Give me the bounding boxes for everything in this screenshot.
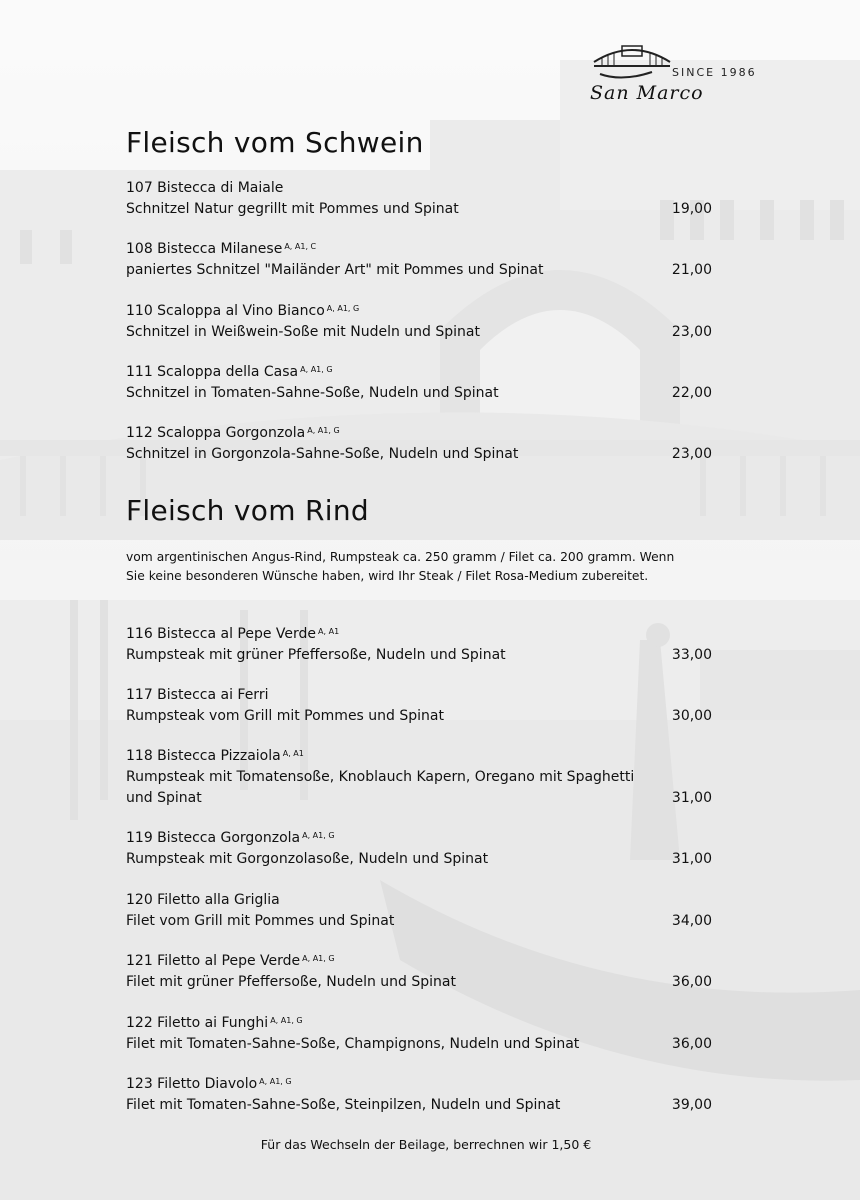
menu-item-title <box>126 301 716 322</box>
allergen-codes: A, A1, G <box>326 304 360 313</box>
restaurant-name: San Marco <box>590 82 704 104</box>
menu-item <box>126 746 716 809</box>
menu-item <box>126 828 716 870</box>
menu-item-price: 22,00 <box>671 385 712 401</box>
menu-item-title <box>126 1013 716 1034</box>
allergen-codes: A, A1 <box>318 627 340 636</box>
menu-item <box>126 362 716 404</box>
menu-item-title <box>126 951 716 972</box>
menu-item-price: 19,00 <box>671 201 712 217</box>
menu-item-price: 36,00 <box>671 1036 712 1052</box>
menu-item-description: Schnitzel Natur gegrillt mit Pommes und Spinat <box>126 201 459 217</box>
menu-item-description: Filet mit Tomaten-Sahne-Soße, Steinpilzen, Nudeln und Spinat <box>126 1097 561 1113</box>
allergen-codes: A, A1, C <box>284 242 317 251</box>
menu-item-title <box>126 624 716 645</box>
menu-item-name: 107 Bistecca di Maiale <box>126 180 284 196</box>
menu-item-title <box>126 239 716 260</box>
beef-intro-text: vom argentinischen Angus-Rind, Rumpsteak ca. 250 gramm / Filet ca. 200 gramm. Wenn Sie keine besonderen Wünsche haben, wird Ihr Steak / Filet Rosa-Medium zubereitet. <box>126 550 675 583</box>
menu-item-title <box>126 685 716 706</box>
menu-item-description: Rumpsteak mit Gorgonzolasoße, Nudeln und Spinat <box>126 851 489 867</box>
menu-item-price: 31,00 <box>671 851 712 867</box>
since-text: SINCE 1986 <box>672 66 757 79</box>
allergen-codes: A, A1, G <box>300 365 333 374</box>
menu-item-description: Schnitzel in Tomaten-Sahne-Soße, Nudeln und Spinat <box>126 385 499 401</box>
allergen-codes: A, A1, G <box>259 1077 292 1086</box>
menu-item-price: 23,00 <box>671 324 712 340</box>
menu-item-price: 36,00 <box>671 974 712 990</box>
menu-item-name: 122 Filetto ai Funghi <box>126 1015 269 1031</box>
menu-item-title <box>126 828 716 849</box>
menu-item-price: 34,00 <box>671 913 712 929</box>
menu-item-name: 112 Scaloppa Gorgonzola <box>126 425 306 441</box>
menu-item-name: 111 Scaloppa della Casa <box>126 364 299 380</box>
menu-item-description: Rumpsteak vom Grill mit Pommes und Spinat <box>126 708 444 724</box>
menu-item-name: 117 Bistecca ai Ferri <box>126 687 269 703</box>
allergen-codes: A, A1, G <box>302 954 335 963</box>
allergen-codes: A, A1, G <box>307 426 340 435</box>
side-dish-note <box>0 1137 860 1152</box>
menu-item-description: paniertes Schnitzel "Mailänder Art" mit Pommes und Spinat <box>126 262 544 278</box>
menu-item-description: Rumpsteak mit grüner Pfeffersoße, Nudeln und Spinat <box>126 647 506 663</box>
allergen-codes: A, A1, G <box>270 1016 303 1025</box>
menu-item-description: Rumpsteak mit Tomatensoße, Knoblauch Kapern, Oregano mit Spaghetti und Spinat <box>126 769 635 806</box>
menu-item-name: 119 Bistecca Gorgonzola <box>126 830 301 846</box>
menu-item-description: Schnitzel in Weißwein-Soße mit Nudeln und Spinat <box>126 324 480 340</box>
menu-item-price: 31,00 <box>671 790 712 806</box>
menu-item-price: 21,00 <box>671 262 712 278</box>
menu-item-name: 118 Bistecca Pizzaiola <box>126 748 281 764</box>
menu-item <box>126 624 716 666</box>
menu-item-price: 33,00 <box>671 647 712 663</box>
menu-item-price: 39,00 <box>671 1097 712 1113</box>
menu-item-title <box>126 423 716 444</box>
menu-item-name: 120 Filetto alla Griglia <box>126 892 280 908</box>
menu-item-name: 108 Bistecca Milanese <box>126 241 283 257</box>
menu-item-title <box>126 890 716 911</box>
menu-item <box>126 951 716 993</box>
allergen-codes: A, A1, G <box>302 831 335 840</box>
section-title-pork: Fleisch vom Schwein <box>126 126 424 159</box>
menu-item-title <box>126 1074 716 1095</box>
menu-item-price: 23,00 <box>671 446 712 462</box>
menu-item-description: Schnitzel in Gorgonzola-Sahne-Soße, Nudeln und Spinat <box>126 446 519 462</box>
menu-item-description: Filet mit grüner Pfeffersoße, Nudeln und Spinat <box>126 974 456 990</box>
menu-item <box>126 685 716 727</box>
menu-item-title <box>126 746 716 767</box>
restaurant-logo <box>588 28 758 108</box>
menu-item <box>126 1013 716 1055</box>
menu-item-description: Filet vom Grill mit Pommes und Spinat <box>126 913 395 929</box>
menu-item <box>126 423 716 465</box>
menu-item-name: 123 Filetto Diavolo <box>126 1076 258 1092</box>
menu-item <box>126 1074 716 1116</box>
menu-item-title <box>126 362 716 383</box>
menu-item <box>126 301 716 343</box>
menu-item <box>126 239 716 281</box>
menu-item-price: 30,00 <box>671 708 712 724</box>
menu-item-title <box>126 178 716 199</box>
menu-item-name: 121 Filetto al Pepe Verde <box>126 953 301 969</box>
menu-item <box>126 890 716 932</box>
section-title-beef: Fleisch vom Rind <box>126 494 369 527</box>
menu-item <box>126 178 716 220</box>
menu-item-name: 116 Bistecca al Pepe Verde <box>126 626 317 642</box>
side-dish-note-text: Für das Wechseln der Beilage, berrechnen wir 1,50 € <box>260 1137 592 1152</box>
menu-item-name: 110 Scaloppa al Vino Bianco <box>126 303 325 319</box>
allergen-codes: A, A1 <box>282 749 304 758</box>
menu-item-description: Filet mit Tomaten-Sahne-Soße, Champignons, Nudeln und Spinat <box>126 1036 580 1052</box>
bridge-logo-icon <box>592 34 672 82</box>
